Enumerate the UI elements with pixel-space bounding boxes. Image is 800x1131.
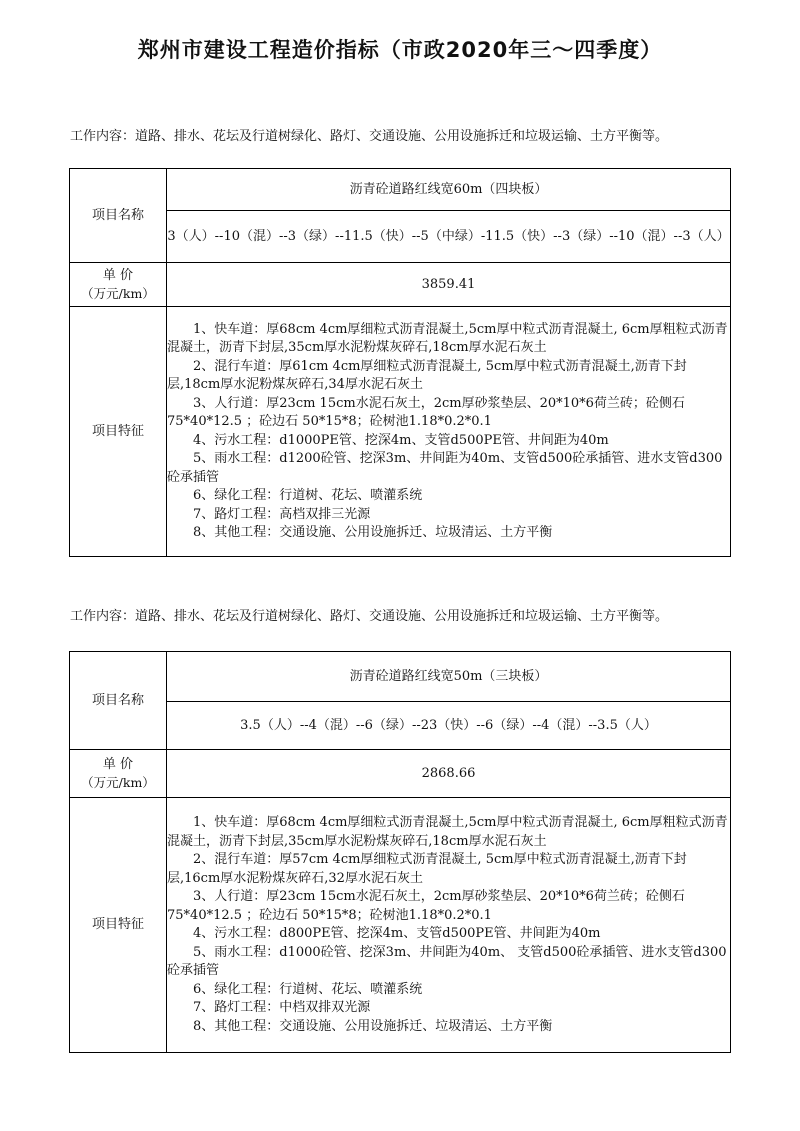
name-label: 项目名称 (91, 692, 144, 708)
name-label-cell (70, 652, 167, 750)
price-label: 单 价 (102, 756, 134, 772)
feature-item: 5、雨水工程：d1200砼管、挖深3m、井间距为40m、支管d500砼承插管、进水支管d300砼承插管 (167, 451, 723, 485)
price-label-cell (70, 750, 167, 798)
feature-item: 3、人行道：厚23cm 15cm水泥石灰土，2cm厚砂浆垫层、20*10*6荷兰砖；砼侧石75*40*12.5 ；砼边石 50*15*8；砼树池1.18*0.2*0.1 (167, 395, 685, 429)
project-name: 沥青砼道路红线宽50m（三块板） (167, 652, 731, 702)
price-label-cell (70, 263, 167, 307)
feature-item: 8、其他工程：交通设施、公用设施拆迁、垃圾清运、土方平衡 (193, 1018, 553, 1034)
work-scope-text: 工作内容：道路、排水、花坛及行道树绿化、路灯、交通设施、公用设施拆迁和垃圾运输、土方平衡等。 (70, 129, 669, 144)
feature-item: 1、快车道：厚68cm 4cm厚细粒式沥青混凝土,5cm厚中粒式沥青混凝土, 6cm厚粗粒式沥青混凝土，沥青下封层,35cm厚水泥粉煤灰碎石,18cm厚水泥石灰土 (167, 815, 728, 849)
work-scope-text: 工作内容：道路、排水、花坛及行道树绿化、路灯、交通设施、公用设施拆迁和垃圾运输、土方平衡等。 (70, 609, 669, 624)
unit-price: 3859.41 (167, 263, 731, 307)
price-label: 单 价 (102, 267, 134, 283)
spec-table-50m (69, 651, 731, 1053)
features-label-cell (70, 307, 167, 557)
table-row (70, 263, 731, 307)
features-label: 项目特征 (91, 423, 144, 439)
feature-item: 6、绿化工程：行道树、花坛、喷灌系统 (193, 981, 423, 997)
table-row (70, 307, 731, 557)
table-row (70, 169, 731, 211)
table-row (70, 211, 731, 263)
features-cell (167, 307, 731, 557)
table-row (70, 702, 731, 750)
feature-item: 2、混行车道：厚61cm 4cm厚细粒式沥青混凝土, 5cm厚中粒式沥青混凝土,沥青下封层,18cm厚水泥粉煤灰碎石,34厚水泥石灰土 (167, 358, 687, 392)
feature-item: 8、其他工程：交通设施、公用设施拆迁、垃圾清运、土方平衡 (193, 525, 553, 540)
feature-item: 1、快车道：厚68cm 4cm厚细粒式沥青混凝土,5cm厚中粒式沥青混凝土, 6cm厚粗粒式沥青混凝土，沥青下封层,35cm厚水泥粉煤灰碎石,18cm厚水泥石灰土 (167, 321, 728, 355)
feature-item: 2、混行车道：厚57cm 4cm厚细粒式沥青混凝土, 5cm厚中粒式沥青混凝土,沥青下封层,16cm厚水泥粉煤灰碎石,32厚水泥石灰土 (167, 852, 687, 886)
table-row (70, 750, 731, 798)
feature-item: 4、污水工程：d1000PE管、挖深4m、支管d500PE管、井间距为40m (193, 432, 609, 448)
features-label-cell (70, 798, 167, 1053)
page-title: 郑州市建设工程造价指标（市政2020年三～四季度） (137, 38, 663, 62)
feature-item: 6、绿化工程：行道树、花坛、喷灌系统 (193, 488, 423, 503)
feature-item: 5、雨水工程：d1000砼管、挖深3m、井间距为40m、 支管d500砼承插管、进水支管d300砼承插管 (167, 944, 727, 978)
unit-price: 2868.66 (167, 750, 731, 798)
feature-item: 4、污水工程：d800PE管、挖深4m、支管d500PE管、井间距为40m (193, 926, 601, 941)
table-row (70, 652, 731, 702)
name-label-cell (70, 169, 167, 263)
price-unit: （万元/km） (81, 774, 155, 790)
price-unit: （万元/km） (81, 285, 155, 301)
feature-item: 7、路灯工程：中档双排双光源 (193, 1000, 371, 1015)
feature-item: 3、人行道：厚23cm 15cm水泥石灰土，2cm厚砂浆垫层、20*10*6荷兰砖；砼侧石75*40*12.5 ；砼边石 50*15*8；砼树池1.18*0.2*0.1 (167, 889, 685, 923)
cross-section: 3（人）--10（混）--3（绿）--11.5（快）--5（中绿）-11.5（快）--3（绿）--10（混）--3（人） (167, 211, 731, 263)
spec-table-60m (69, 168, 731, 557)
name-label: 项目名称 (91, 207, 144, 223)
cross-section: 3.5（人）--4（混）--6（绿）--23（快）--6（绿）--4（混）--3.5（人） (167, 702, 731, 750)
feature-item: 7、路灯工程：高档双排三光源 (193, 506, 371, 522)
table-row (70, 798, 731, 1053)
features-cell (167, 798, 731, 1053)
features-label: 项目特征 (91, 917, 144, 932)
project-name: 沥青砼道路红线宽60m（四块板） (167, 169, 731, 211)
